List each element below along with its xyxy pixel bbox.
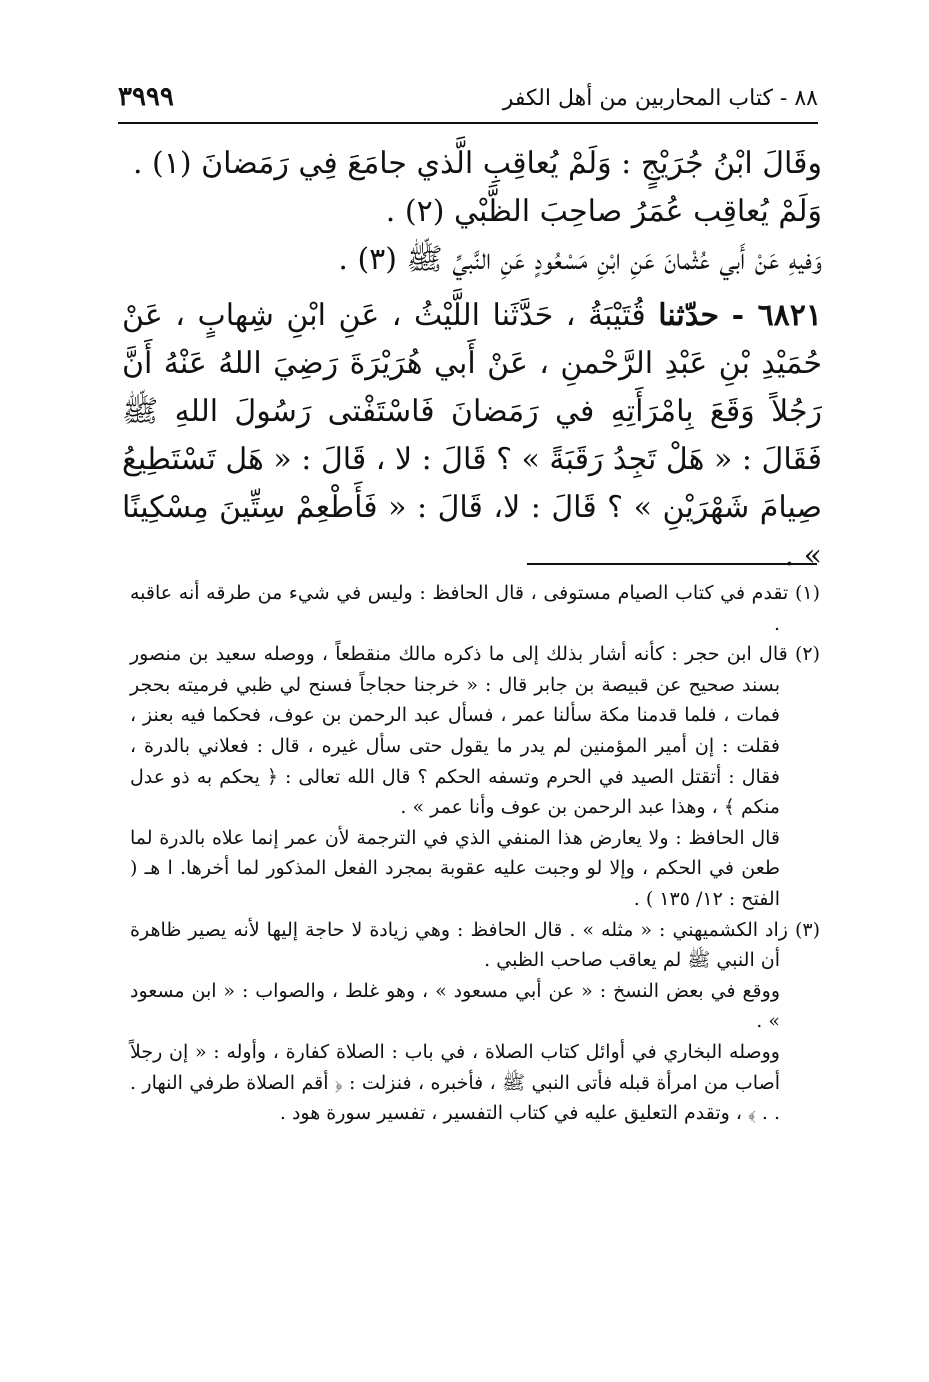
chapter-title: ٨٨ - كتاب المحاربين من أهل الكفر [502, 86, 818, 111]
running-header [118, 82, 818, 124]
text-line: وَلَمْ يُعاقِب عُمَرُ صاحِبَ الظَّبْي (٢) . [385, 194, 822, 229]
page-number: ٣٩٩٩ [118, 82, 174, 112]
footnote-continuation: قال الحافظ : ولا يعارض هذا المنفي الذي في الترجمة لأن عمر إنما علاه بالدرة لما طعن في الحكم ، وإلا لو وجبت عليه عقوبة بمجرد الفعل المذكور لما أخرها. ا هـ ( الفتح : ١٢/ ١٣٥ ) . [130, 826, 780, 910]
hadith-paragraph [122, 292, 822, 580]
footnote-continuation: ووقع في بعض النسخ : « عن أبي مسعود » ، وهو غلط ، والصواب : « ابن مسعود » . [130, 979, 780, 1033]
footnote-separator [527, 563, 817, 565]
hadith-opening: حدّثنا [658, 298, 720, 333]
footnote: (٣) زاد الكشميهني : « مثله » . قال الحافظ : وهي زيادة لا حاجة إليها لأنه يصير ظاهرة أن النبي ﷺ لم يعاقب صاحب الظبي . [130, 918, 820, 972]
text-line: وقَالَ ابْنُ جُرَيْجٍ : وَلَمْ يُعاقِبِ الَّذي جامَعَ فِي رَمَضانَ (١) . [132, 146, 822, 181]
footnote: (٢) قال ابن حجر : كأنه أشار بذلك إلى ما ذكره مالك منقطعاً ، ووصله سعيد بن منصور بسند صحيح عن قبيصة بن جابر قال : « خرجنا حجاجاً فسنح لي ظبي فرميته بحجر فمات ، فلما قدمنا مكة سألنا عمر ، فسأل عبد الرحمن بن عوف، فحكما فيه بعنز ، فقلت : إن أمير المؤمنين لم يدر ما يقول حتى سأل غيره ، قال : فعلاني بالدرة ، فقال : أتقتل الصيد في الحرم وتسفه الحكم ؟ قال الله تعالى : ﴿ يحكم به ذو عدل منكم ﴾ ، وهذا عبد الرحمن بن عوف وأنا عمر » . [130, 643, 820, 819]
footnote: (١) تقدم في كتاب الصيام مستوفى ، قال الحافظ : وليس في شيء من طرقه أنه عاقبه . [130, 582, 820, 635]
main-text [122, 140, 822, 580]
hadith-number: ٦٨٢١ - [731, 298, 823, 333]
text-line: وَفيهِ عَنْ أَبي عُثْمانَ عَنِ ابْنِ مَسْعُودٍ عَنِ النَّبيِّ ﷺ (٣) . [338, 242, 822, 277]
footnote-continuation: ووصله البخاري في أوائل كتاب الصلاة ، في باب : الصلاة كفارة ، وأوله : « إن رجلاً أصاب من امرأة قبله فأتى النبي ﷺ ، فأخبره ، فنزلت : ﴿ أقم الصلاة طرفي النهار . . . ﴾ ، وتقدم التعليق عليه في كتاب التفسير ، تفسير سورة هود . [130, 1040, 780, 1125]
hadith-text: قُتَيْبَةُ ، حَدَّثَنا اللَّيْثُ ، عَنِ ابْنِ شِهابٍ ، عَنْ حُمَيْدِ بْنِ عَبْدِ الرَّحْمنِ ، عَنْ أَبي هُرَيْرَةَ رَضِيَ اللهُ عَنْهُ أَنَّ رَجُلاً وَقَعَ بِامْرَأَتِهِ في رَمَضانَ فَاسْتَفْتى رَسُولَ اللهِ ﷺ فَقَالَ : « هَلْ تَجِدُ رَقَبَةً » ؟ قَالَ : لا ، قَالَ : « هَل تَسْتَطِيعُ صِيامَ شَهْرَيْنِ » ؟ قَالَ : لا، قَالَ : « فَأَطْعِمْ سِتِّينَ مِسْكِينًا » . [122, 298, 822, 573]
footnotes [130, 578, 820, 1129]
